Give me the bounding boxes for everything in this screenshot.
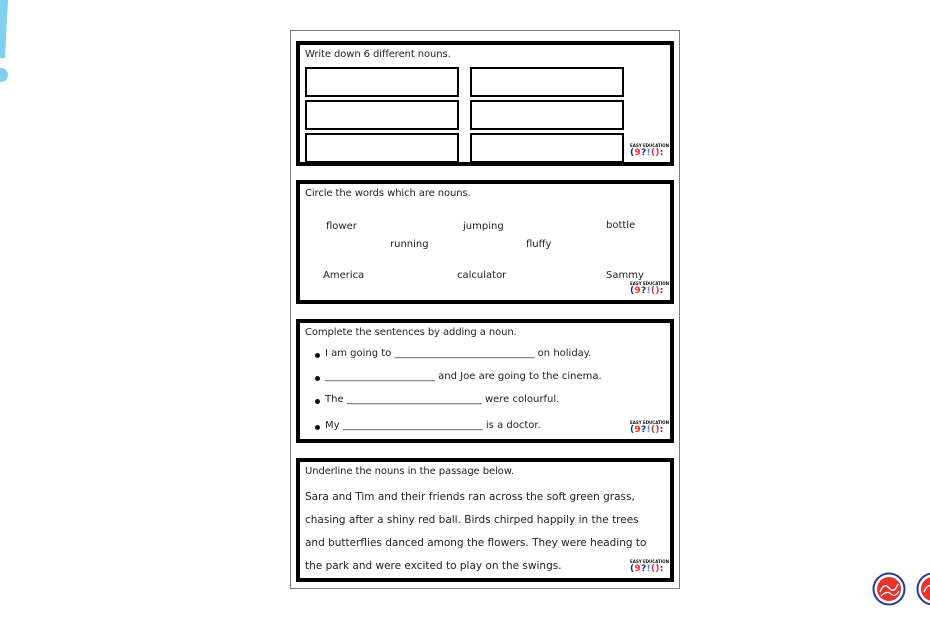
- logo-glyphs: (9?!():: [630, 148, 664, 158]
- noun-answer-box[interactable]: [470, 100, 624, 130]
- easy-education-logo: EASY EDUCATION (9?!():: [630, 559, 669, 574]
- passage-line[interactable]: and butterflies danced among the flowers. They were heading to: [305, 537, 647, 549]
- word-option[interactable]: fluffy: [526, 239, 552, 250]
- passage-line[interactable]: Sara and Tim and their friends ran across the soft green grass,: [305, 491, 635, 503]
- word-option[interactable]: calculator: [457, 270, 507, 281]
- word-option[interactable]: running: [390, 239, 429, 250]
- bullet-point: [315, 376, 320, 381]
- easy-education-logo: EASY EDUCATION (9?!():: [630, 143, 669, 158]
- sentence-line[interactable]: ______________________ and Joe are going to the cinema.: [325, 371, 602, 382]
- word-option[interactable]: America: [323, 270, 365, 281]
- circle-task-title: Circle the words which are nouns.: [305, 188, 471, 199]
- nouns-task-panel: [296, 41, 674, 166]
- sentence-line[interactable]: The ___________________________ were colourful.: [325, 394, 560, 405]
- sentence-line[interactable]: My ____________________________ is a doctor.: [325, 420, 541, 431]
- nouns-task-title: Write down 6 different nouns.: [305, 49, 451, 60]
- word-option[interactable]: flower: [326, 221, 357, 232]
- noun-answer-box[interactable]: [305, 100, 459, 130]
- passage-line[interactable]: the park and were excited to play on the swings.: [305, 560, 562, 572]
- logo-glyphs: (9?!():: [630, 286, 664, 296]
- easy-education-logo: EASY EDUCATION (9?!():: [630, 281, 669, 296]
- passage-line[interactable]: chasing after a shiny red ball. Birds chirped happily in the trees: [305, 514, 639, 526]
- easy-education-logo: EASY EDUCATION (9?!():: [630, 420, 669, 435]
- worksheet-page: [290, 30, 680, 589]
- word-option[interactable]: Sammy: [606, 270, 644, 281]
- underline-task-title: Underline the nouns in the passage below.: [305, 466, 514, 477]
- word-option[interactable]: bottle: [606, 220, 636, 231]
- word-option[interactable]: jumping: [463, 221, 504, 232]
- logo-glyphs: (9?!():: [630, 564, 664, 574]
- noun-answer-box[interactable]: [470, 67, 624, 97]
- complete-task-title: Complete the sentences by adding a noun.: [305, 327, 517, 338]
- noun-answer-box[interactable]: [305, 67, 459, 97]
- red-scribble-badge-icon[interactable]: [916, 572, 930, 606]
- bullet-point: [315, 399, 320, 404]
- noun-answer-box[interactable]: [305, 133, 459, 163]
- complete-task-panel: [296, 319, 674, 443]
- underline-task-panel: [296, 458, 674, 582]
- sentence-line[interactable]: I am going to ____________________________ on holiday.: [325, 348, 592, 359]
- logo-glyphs: (9?!():: [630, 425, 664, 435]
- bullet-point: [315, 425, 320, 430]
- exclamation-icon: [0, 0, 12, 84]
- circle-task-panel: [296, 180, 674, 304]
- bullet-point: [315, 353, 320, 358]
- red-scribble-badge-icon[interactable]: [872, 572, 906, 606]
- noun-answer-box[interactable]: [470, 133, 624, 163]
